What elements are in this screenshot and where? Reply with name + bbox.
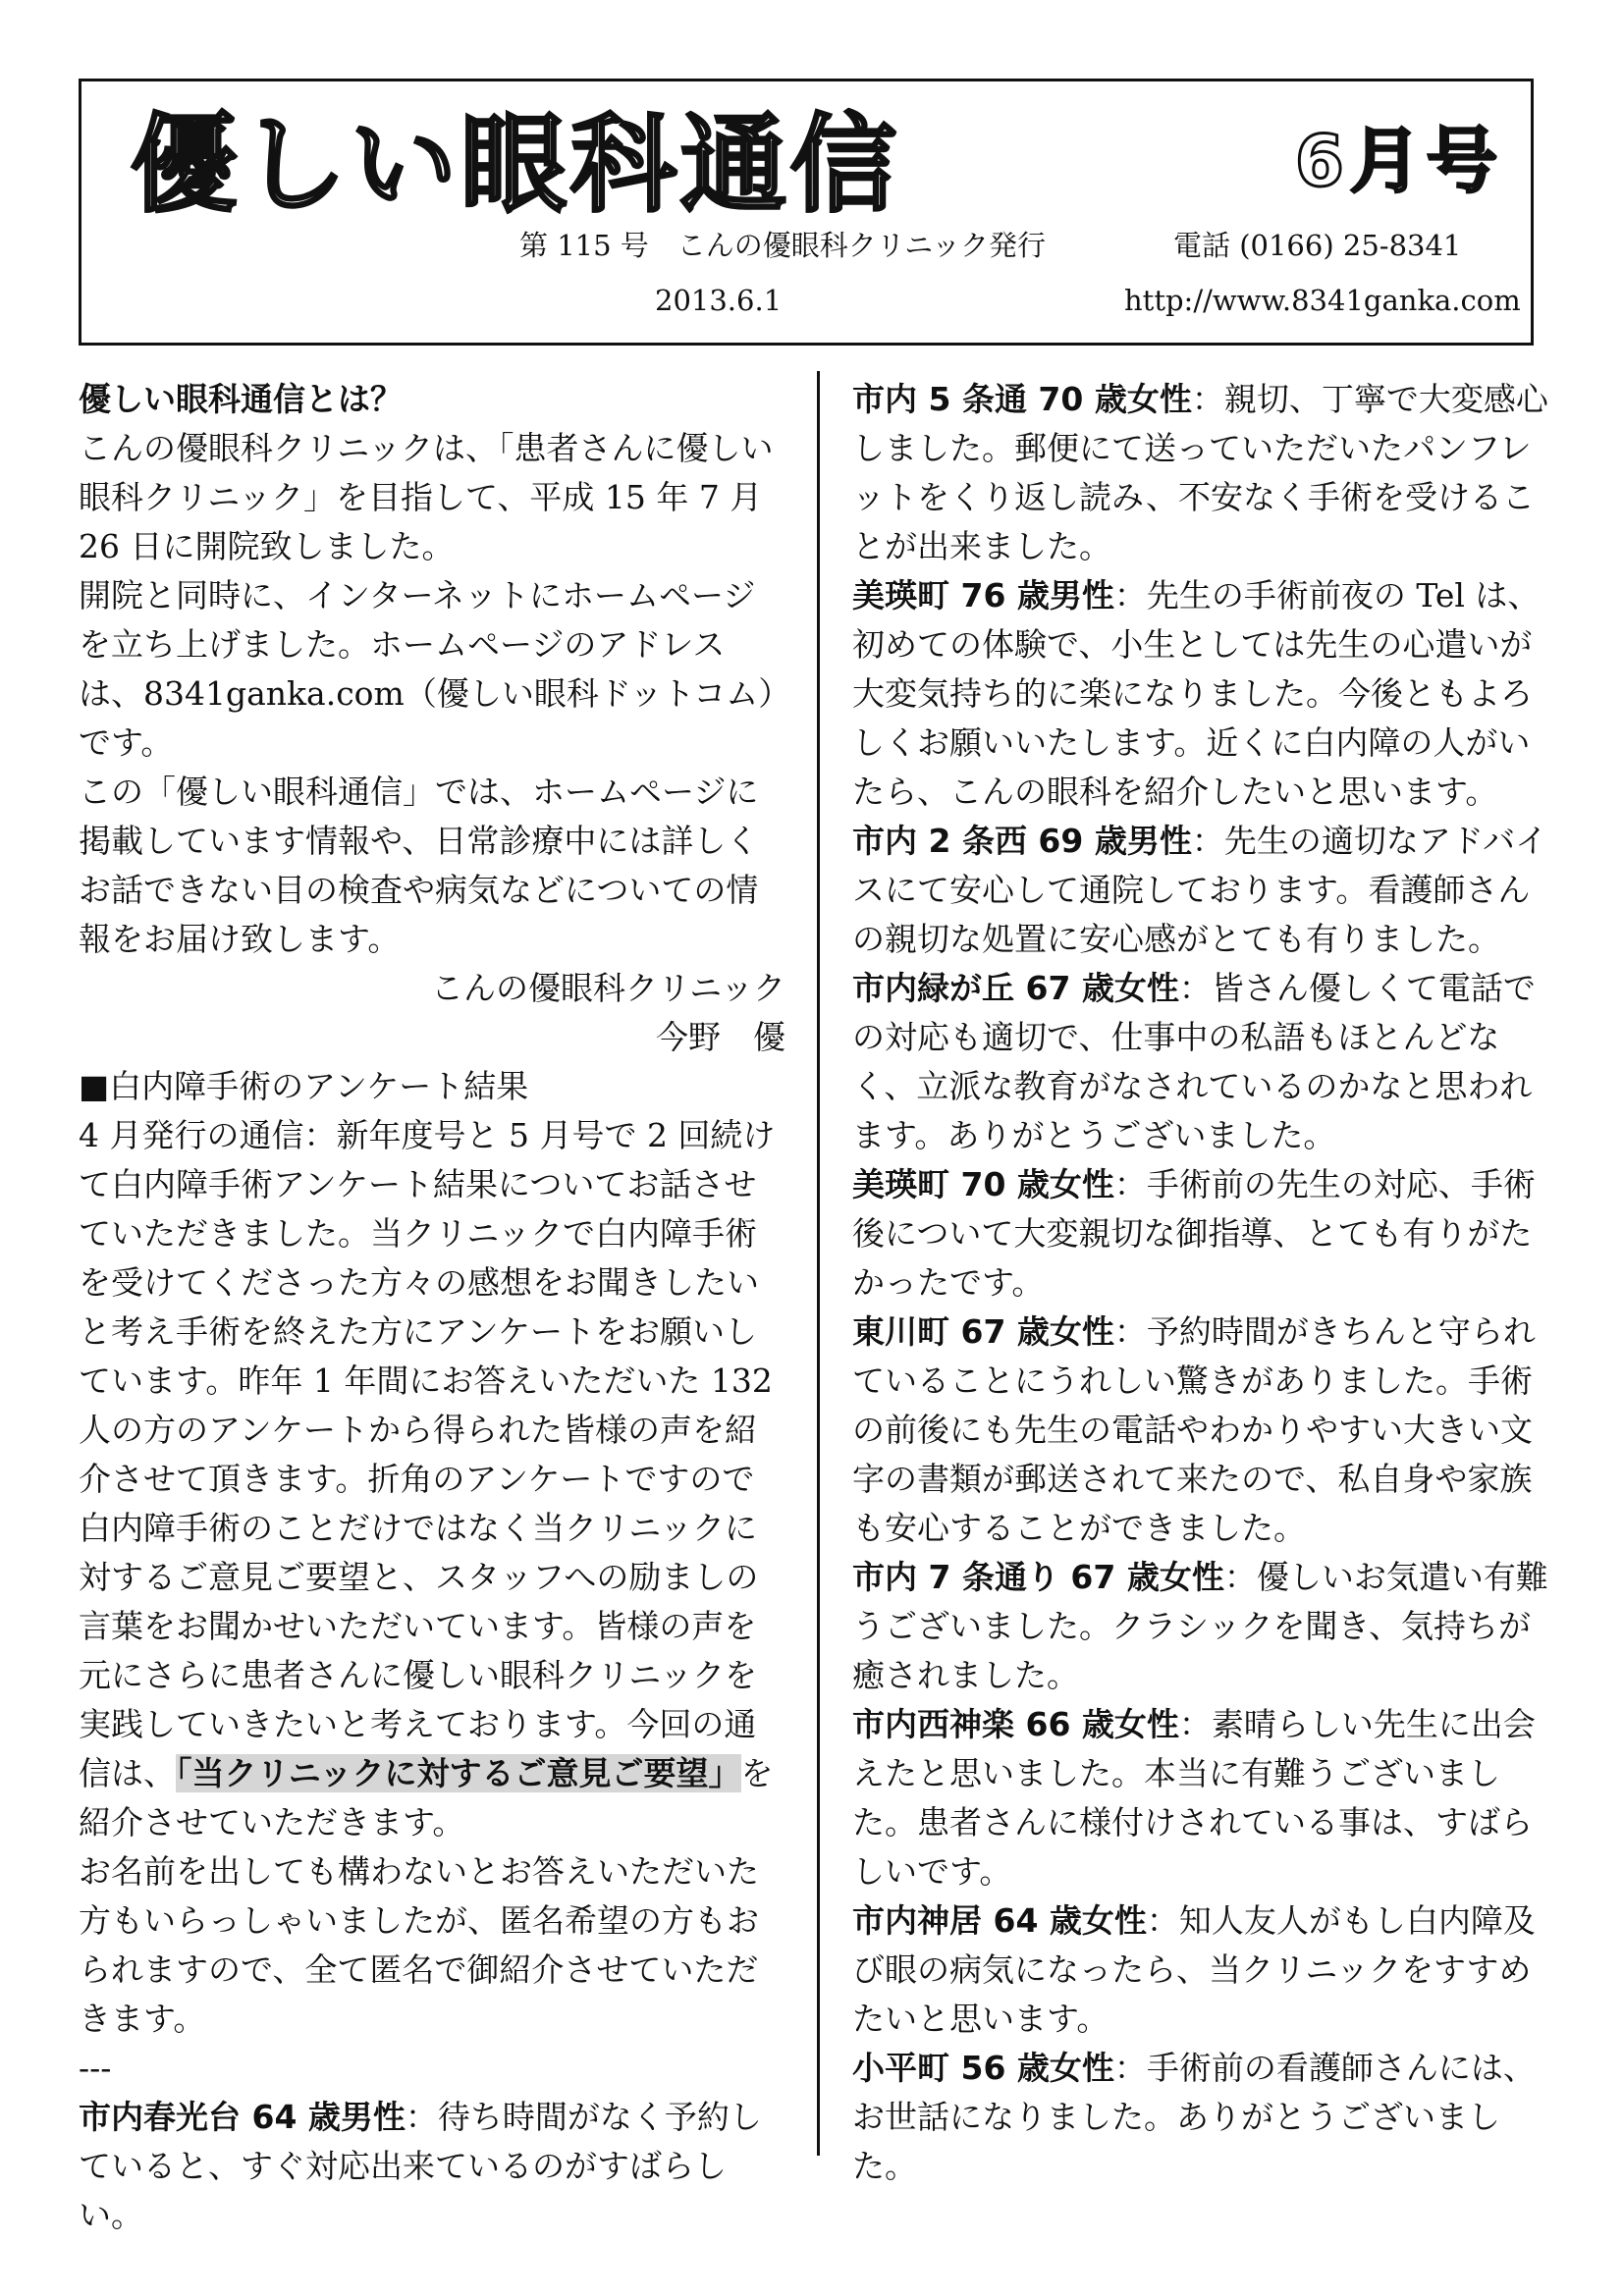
comment-item [852,1700,1559,1896]
survey-tail: を紹介させていただきます。 [79,1754,774,1842]
right-column [852,375,1559,2191]
comment-text: ：皆さん優しくて電話での対応も適切で、仕事中の私語もほとんどなく、立派な教育がなされているのかなと思われます。ありがとうございました。 [852,969,1536,1154]
survey-paragraph [79,1111,785,1847]
comment-text: ：手術前の先生の対応、手術後について大変親切な御指導、とても有りがたかったです。 [852,1165,1536,1302]
phone-number: 電話 (0166) 25-8341 [1173,229,1462,262]
comment-text: ：素晴らしい先生に出会えたと思いました。本当に有難うございました。患者さんに様付けされている事は、すばらしいです。 [852,1705,1536,1891]
comment-label: 市内緑が丘 67 歳女性 [852,969,1179,1007]
website-url[interactable]: http://www.8341ganka.com [1124,284,1521,317]
intro-paragraph-1: こんの優眼科クリニックは、「患者さんに優しい眼科クリニック」を目指して、平成 15 年 7 月 26 日に開院致しました。 [79,429,774,565]
comment-label: 市内西神楽 66 歳女性 [852,1705,1179,1743]
issue-date: 2013.6.1 [655,284,783,317]
comment-text: ：親切、丁寧で大変感心しました。郵便にて送っていただいたパンフレットをくり返し読み、不安なく手術を受けることが出来ました。 [852,380,1548,565]
comment-text: ：優しいお気遣い有難うございました。クラシックを聞き、気持ちが癒されました。 [852,1558,1548,1694]
comment-text: ：先生の適切なアドバイスにて安心して通院しております。看護師さんの親切な処置に安心感がとても有りました。 [852,822,1548,958]
comment-item [852,817,1559,964]
comment-label: 美瑛町 70 歳女性 [852,1165,1114,1203]
comment-text: ：手術前の看護師さんには、お世話になりました。ありがとうございました。 [852,2049,1536,2185]
survey-heading: ■白内障手術のアンケート結果 [79,1067,529,1105]
survey-body: 4 月発行の通信：新年度号と 5 月号で 2 回続けて白内障手術アンケート結果についてお話させていただきました。当クリニックで白内障手術を受けてくださった方々の感想をお聞きしたいと考え手術を終えた方にアンケートをお願いしています。昨年 1 年間にお答えいただいた 132 人の方のアンケートから得られた皆様の声を紹介させて頂きます。折角のアンケートですので白内障手術のことだけではなく当クリニックに対するご意見ご要望と、スタッフへの励ましの言葉をお聞かせいただいています。皆様の声を元にさらに患者さんに優しい眼科クリニックを実践していきたいと考えております。今回の通信は、 [79,1116,776,1792]
comment-label: 小平町 56 歳女性 [852,2049,1114,2087]
comment-label: 美瑛町 76 歳男性 [852,576,1114,614]
comment-item [852,571,1559,817]
comment-label: 市内神居 64 歳女性 [852,1901,1147,1940]
masthead [79,79,1534,346]
comment-text: ：予約時間がきちんと守られていることにうれしい驚きがありました。手術の前後にも先生の電話やわかりやすい大きい文字の書類が郵送されて来たので、私自身や家族も安心することができました。 [852,1312,1536,1547]
intro-paragraph-2: 開院と同時に、インターネットにホームページを立ち上げました。ホームページのアドレスは、8341ganka.com（優しい眼科ドットコム）です。 [79,576,775,762]
comment-item [852,375,1559,571]
section-heading: 優しい眼科通信とは？ [79,380,403,418]
signature-name: 今野 優 [656,1018,785,1056]
separator-text: --- [79,2049,112,2087]
issue-line: 第 115 号 こんの優眼科クリニック発行 [519,229,1047,262]
comment-item [852,964,1559,1160]
comment-item [852,1308,1559,1553]
survey-highlight: 「当クリニックに対するご意見ご要望」 [176,1754,741,1792]
comment-label: 市内春光台 64 歳男性 [79,2098,406,2136]
intro-paragraph-3: この「優しい眼科通信」では、ホームページに掲載しています情報や、日常診療中には詳しくお話できない目の検査や病気などについての情報をお届け致します。 [79,773,759,958]
comment-text: ：待ち時間がなく予約していると、すぐ対応出来ているのがすばらしい。 [79,2098,762,2234]
comment-label: 市内 2 条西 69 歳男性 [852,822,1192,860]
comment-item [852,1896,1559,2044]
left-column [79,375,785,2240]
comment-label: 市内 5 条通 70 歳女性 [852,380,1192,418]
comment-text: ：知人友人がもし白内障及び眼の病気になったら、当クリニックをすすめたいと思います。 [852,1901,1536,2038]
newsletter-title: 優しい眼科通信 [131,104,901,227]
comment-item [852,1553,1559,1700]
comment-item [852,1160,1559,1308]
comment-text: ：先生の手術前夜の Tel は、初めての体験で、小生としては先生の心遣いが大変気持ち的に楽になりました。今後ともよろしくお願いいたします。近くに白内障の人がいたら、こんの眼科を紹介したいと思います。 [852,576,1541,811]
anonymity-note: お名前を出しても構わないとお答えいただいた方もいらっしゃいましたが、匿名希望の方もおられますので、全て匿名で御紹介させていただきます。 [79,1852,759,2038]
comment-label: 市内 7 条通り 67 歳女性 [852,1558,1224,1596]
signature-clinic: こんの優眼科クリニック [430,969,785,1007]
column-divider [817,371,820,2156]
issue-month: 6月号 [1294,120,1503,202]
comment-item [852,2044,1559,2191]
comment-label: 東川町 67 歳女性 [852,1312,1114,1351]
comment-item [79,2093,785,2240]
